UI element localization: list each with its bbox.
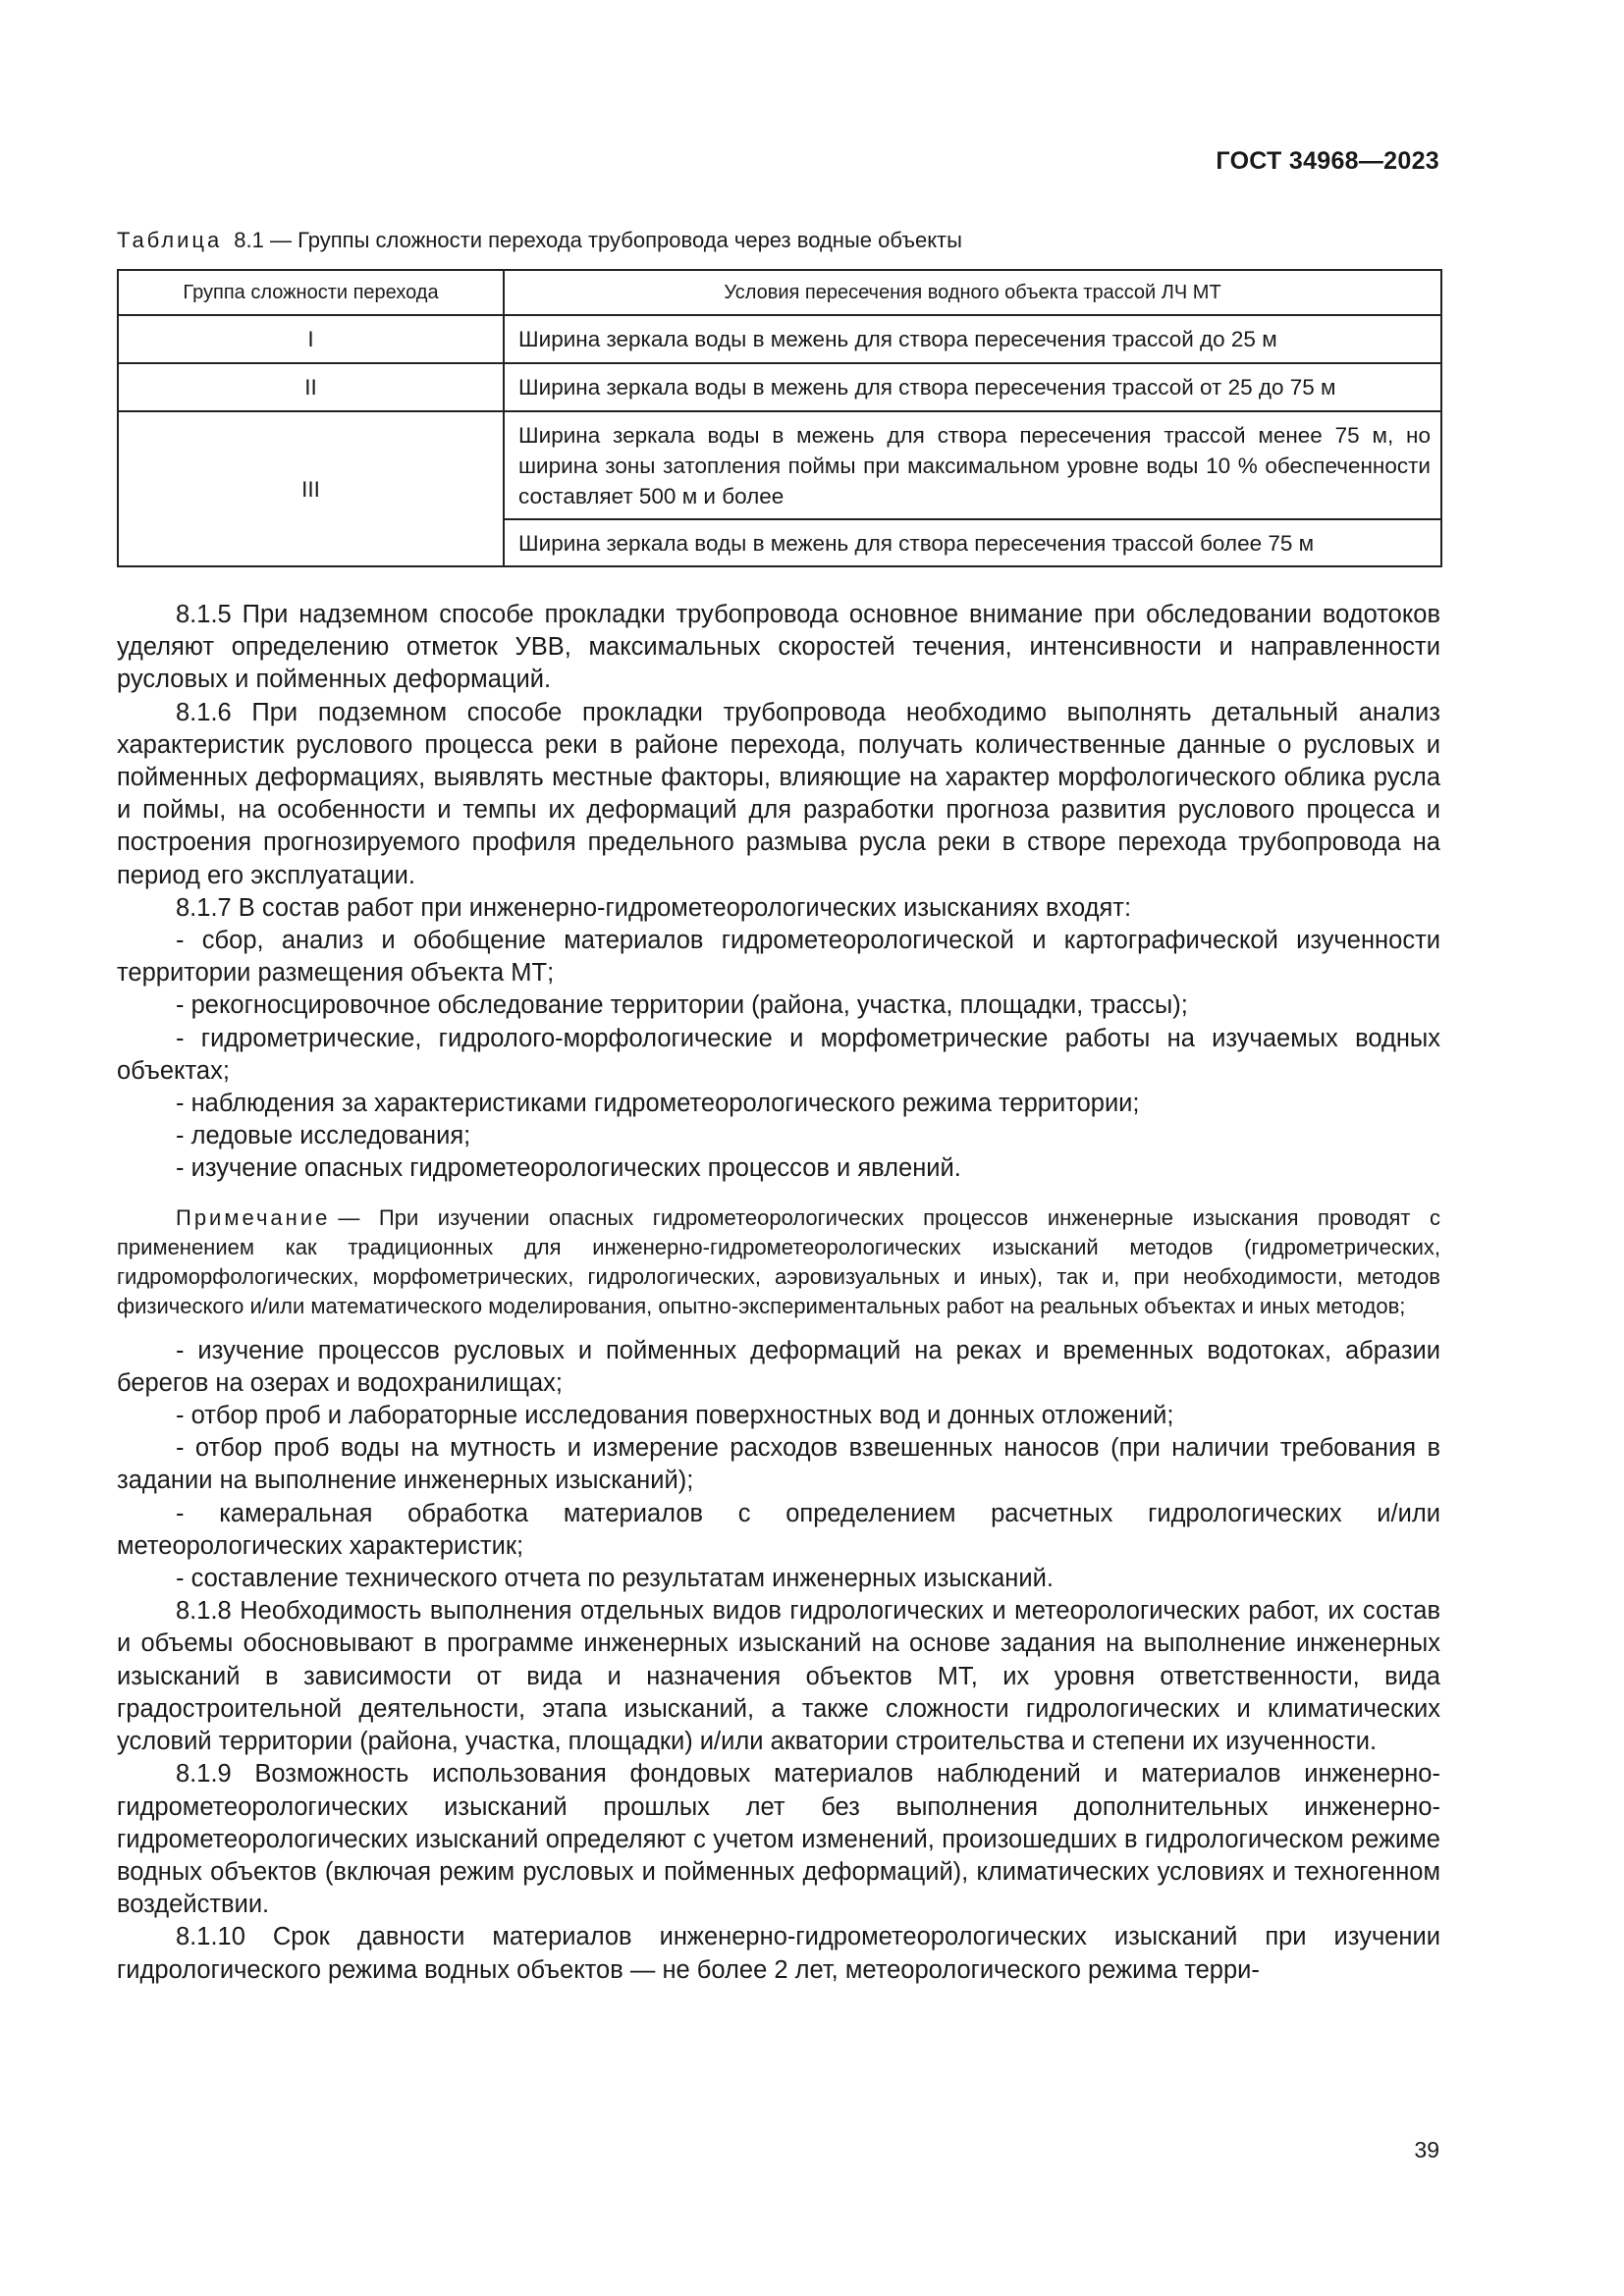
condition-cell: Ширина зеркала воды в межень для створа пересечения трассой до 25 м <box>504 315 1441 363</box>
column-header-group: Группа сложности перехода <box>118 270 504 315</box>
list-item: - камеральная обработка материалов с определением расчетных гидрологических и/или метеорологических характеристик; <box>117 1499 1440 1560</box>
paragraph-8-1-8: 8.1.8 Необходимость выполнения отдельных видов гидрологических и метеорологических работ, их состав и объемы обосновывают в программе инженерных изысканий на основе задания на выполнение инженерных изысканий в зависимости от вида и назначения объектов МТ, их уровня ответственности, вида градостроительной деятельности, этапа изысканий, а также сложности гидрологических и климатических условий территории (района, участка, площадки) и/или акватории строительства и степени их изученности. <box>117 1597 1440 1756</box>
paragraph-8-1-5: 8.1.5 При надземном способе прокладки трубопровода основное внимание при обследовании водотоков уделяют определению отметок УВВ, максимальных скоростей течения, интенсивности и направленности русловых и пойменных деформаций. <box>117 601 1440 694</box>
list-item: - изучение процессов русловых и пойменных деформаций на реках и временных водотоках, абразии берегов на озерах и водохранилищах; <box>117 1336 1440 1397</box>
table-header-row <box>118 270 1441 315</box>
condition-cell: Ширина зеркала воды в межень для створа пересечения трассой от 25 до 75 м <box>504 363 1441 411</box>
complexity-groups-table <box>117 269 1442 567</box>
list-item: - отбор проб и лабораторные исследования поверхностных вод и донных отложений; <box>176 1402 1174 1430</box>
list-item: - наблюдения за характеристиками гидрометеорологического режима территории; <box>176 1090 1140 1118</box>
list-item: - сбор, анализ и обобщение материалов гидрометеорологической и картографической изученности территории размещения объекта МТ; <box>117 927 1440 988</box>
list-item: - составление технического отчета по результатам инженерных изысканий. <box>176 1565 1054 1593</box>
list-item: - рекогносцировочное обследование территории (района, участка, площадки, трассы); <box>176 991 1188 1020</box>
column-header-conditions: Условия пересечения водного объекта трассой ЛЧ МТ <box>504 270 1441 315</box>
table-row <box>118 315 1441 363</box>
table-caption-text: 8.1 — Группы сложности перехода трубопровода через водные объекты <box>234 228 962 252</box>
list-item: - ледовые исследования; <box>176 1122 471 1150</box>
group-cell: II <box>118 363 504 411</box>
condition-cell: Ширина зеркала воды в межень для створа пересечения трассой менее 75 м, но ширина зоны затопления поймы при максимальном уровне воды 10 % обеспеченности составляет 500 м и более <box>504 411 1441 519</box>
paragraph-8-1-9: 8.1.9 Возможность использования фондовых материалов наблюдений и материалов инженерно-гидрометеорологических изысканий прошлых лет без выполнения дополнительных инженерно-гидрометеорологических изысканий определяют с учетом изменений, произошедших в гидрологическом режиме водных объектов (включая режим русловых и пойменных деформаций), климатических условиях и техногенном воздействии. <box>117 1760 1440 1919</box>
table-caption <box>117 228 962 253</box>
note <box>117 1203 1440 1321</box>
body-text <box>117 599 1440 1987</box>
page-number: 39 <box>1414 2137 1439 2163</box>
note-text: — При изучении опасных гидрометеорологических процессов инженерные изыскания проводят с применением как традиционных для инженерно-гидрометеорологических изысканий методов (гидрометрических, гидроморфологических, морфометрических, гидрологических, аэровизуальных и иных), так и, при необходимости, методов физического и/или математического моделирования, опытно-экспериментальных работ на реальных объектах и иных методов; <box>117 1204 1440 1318</box>
condition-cell: Ширина зеркала воды в межень для створа пересечения трассой более 75 м <box>504 519 1441 566</box>
note-label: Примечание <box>176 1204 331 1230</box>
table-caption-label: Таблица <box>117 228 223 252</box>
group-cell: III <box>118 411 504 566</box>
paragraph-8-1-10: 8.1.10 Срок давности материалов инженерно-гидрометеорологических изысканий при изучении гидрологического режима водных объектов — не более 2 лет, метеорологического режима терри- <box>117 1923 1440 1984</box>
list-item: - изучение опасных гидрометеорологических процессов и явлений. <box>176 1154 961 1183</box>
table-row <box>118 411 1441 519</box>
table-row <box>118 363 1441 411</box>
document-code: ГОСТ 34968—2023 <box>1216 147 1439 175</box>
list-item: - отбор проб воды на мутность и измерение расходов взвешенных наносов (при наличии требования в задании на выполнение инженерных изысканий); <box>117 1434 1440 1495</box>
paragraph-8-1-6: 8.1.6 При подземном способе прокладки трубопровода необходимо выполнять детальный анализ характеристик руслового процесса реки в районе перехода, получать количественные данные о русловых и пойменных деформациях, выявлять местные факторы, влияющие на характер морфологического облика русла и поймы, на особенности и темпы их деформаций для разработки прогноза развития руслового процесса и построения прогнозируемого профиля предельного размыва русла реки в створе перехода трубопровода на период его эксплуатации. <box>117 698 1440 889</box>
list-item: - гидрометрические, гидролого-морфологические и морфометрические работы на изучаемых водных объектах; <box>117 1024 1440 1085</box>
group-cell: I <box>118 315 504 363</box>
paragraph-8-1-7: 8.1.7 В состав работ при инженерно-гидрометеорологических изысканиях входят: <box>176 893 1132 922</box>
